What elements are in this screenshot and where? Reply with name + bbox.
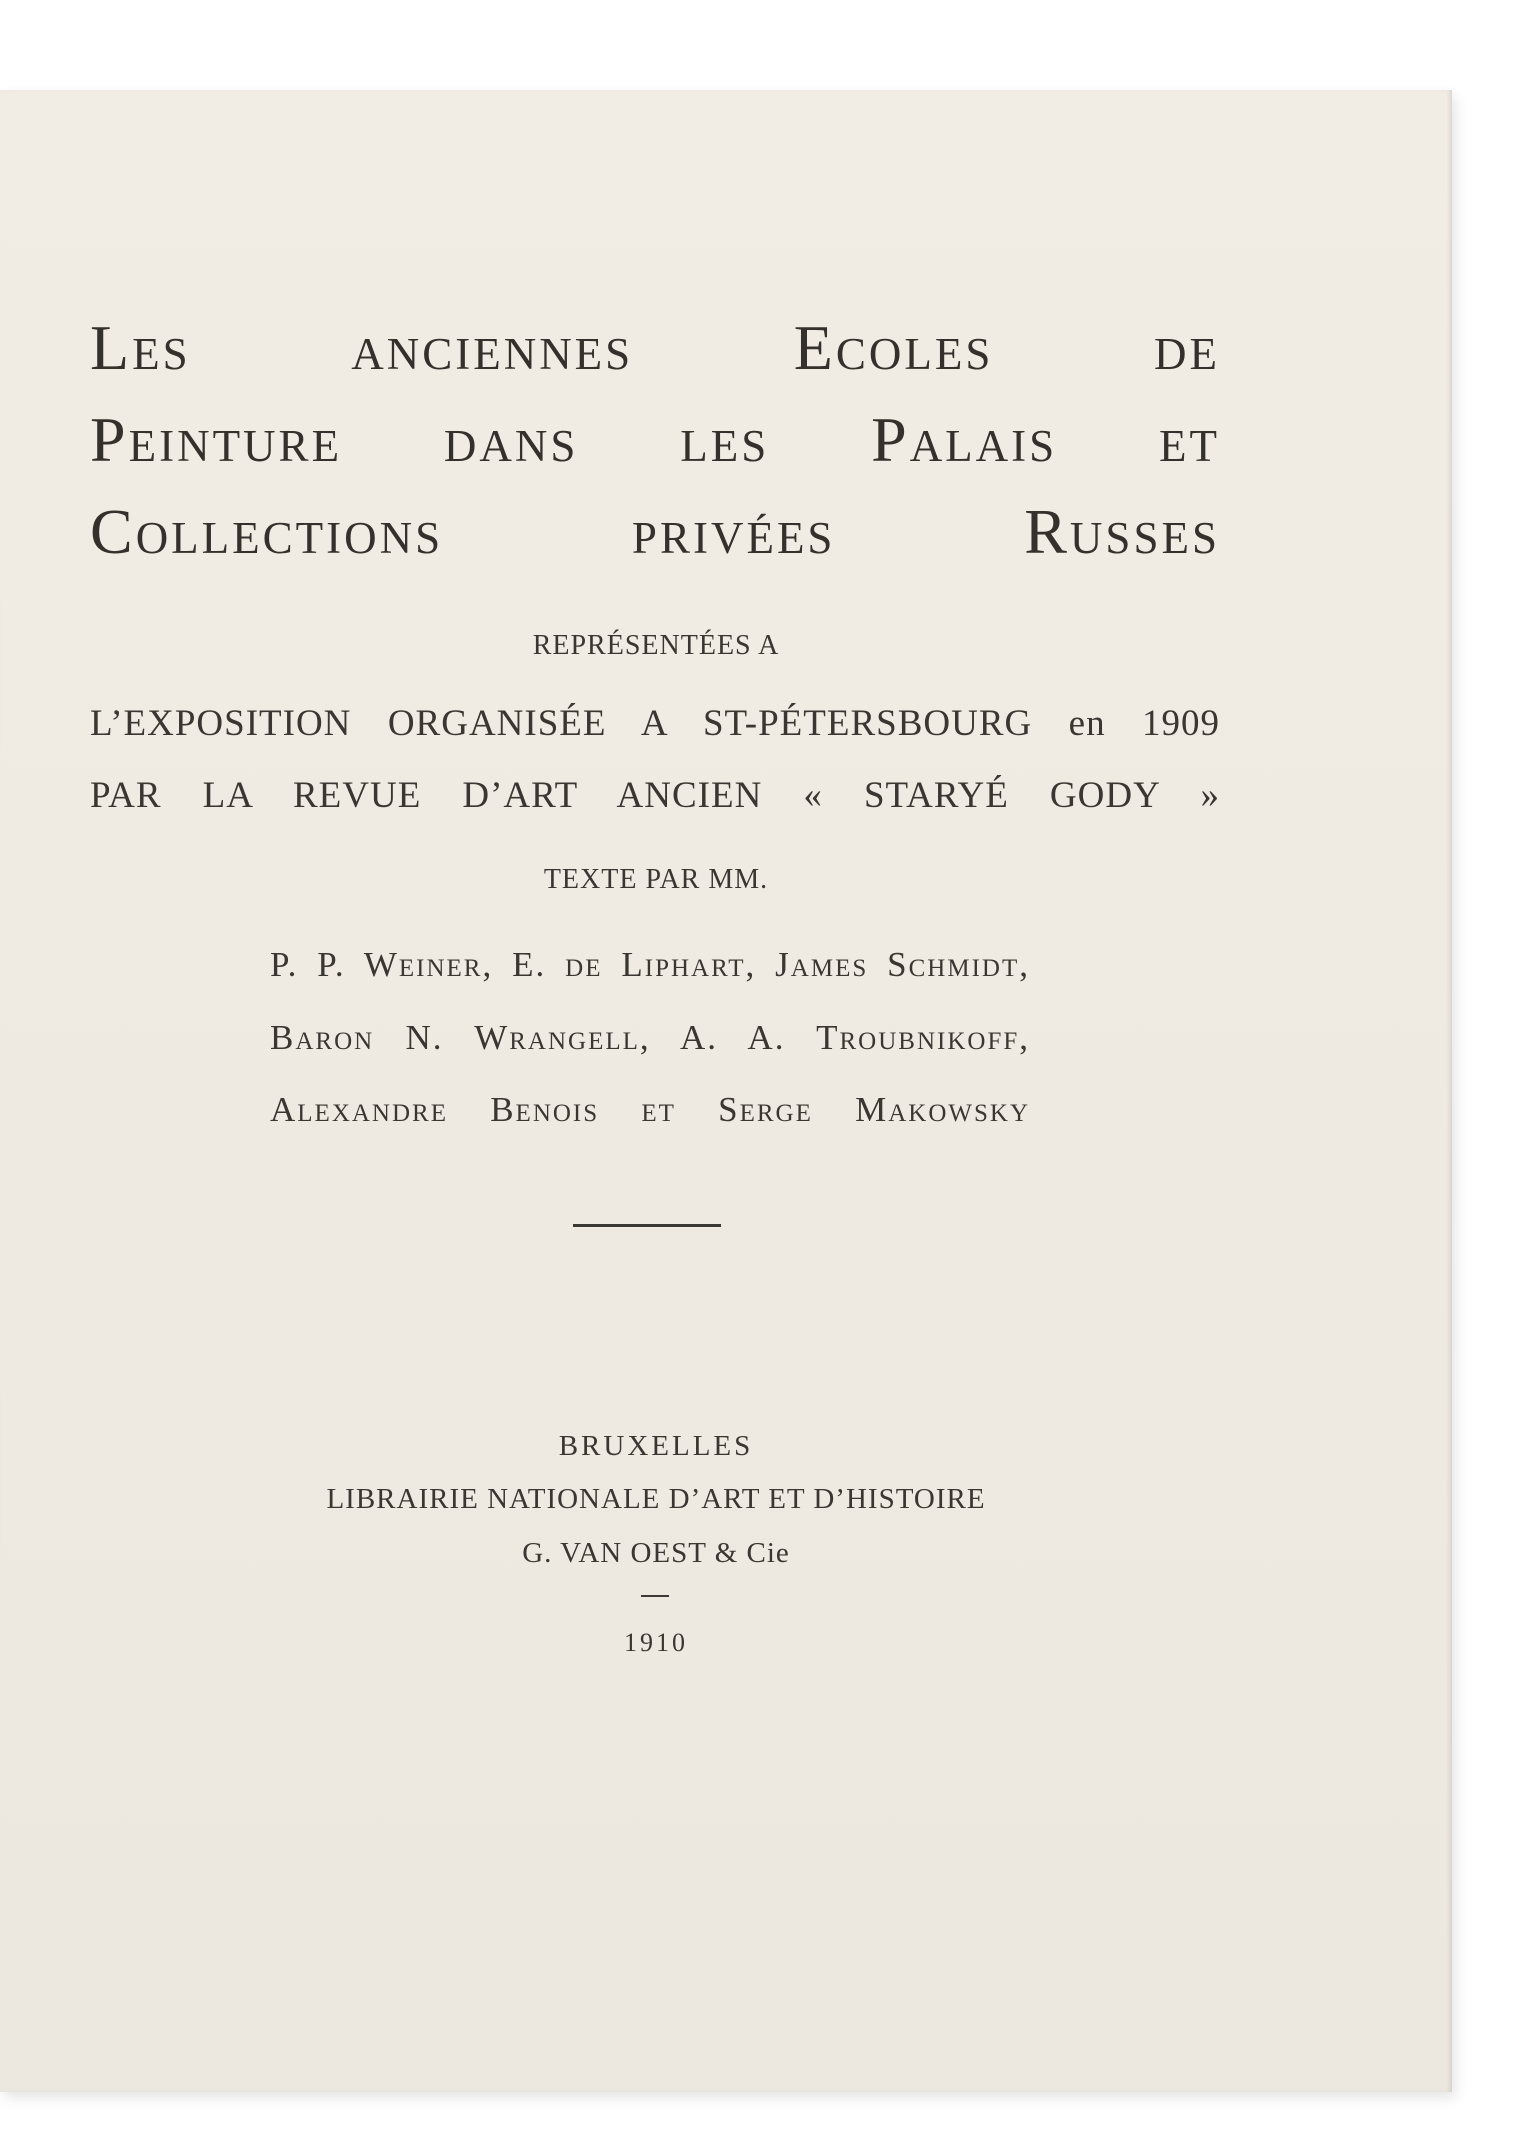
small-divider	[641, 1595, 669, 1597]
title-line-1: Les anciennes Ecoles de	[90, 312, 1220, 383]
represented-line: REPRÉSENTÉES A	[532, 630, 780, 661]
authors-line-3: Alexandre Benois et Serge Makowsky	[270, 1090, 1030, 1129]
title-line-3: Collections privées Russes	[90, 496, 1220, 567]
title-line-2: Peinture dans les Palais et	[90, 404, 1220, 475]
exposition-line: L’EXPOSITION ORGANISÉE A ST-PÉTERSBOURG en 1909	[90, 703, 1220, 744]
revue-line: PAR LA REVUE D’ART ANCIEN « STARYÉ GODY »	[90, 775, 1220, 816]
divider-rule	[573, 1224, 721, 1227]
authors-line-2: Baron N. Wrangell, A. A. Troubnikoff,	[270, 1018, 1030, 1057]
imprint-year: 1910	[624, 1628, 688, 1657]
imprint-publisher: LIBRAIRIE NATIONALE D’ART ET D’HISTOIRE	[326, 1483, 986, 1515]
authors-intro: TEXTE PAR MM.	[543, 864, 769, 895]
authors-line-1: P. P. Weiner, E. de Liphart, James Schmidt,	[270, 945, 1030, 984]
imprint-city: BRUXELLES	[558, 1430, 754, 1462]
imprint-firm: G. VAN OEST & Cie	[522, 1537, 790, 1569]
title-page	[0, 90, 1452, 2092]
